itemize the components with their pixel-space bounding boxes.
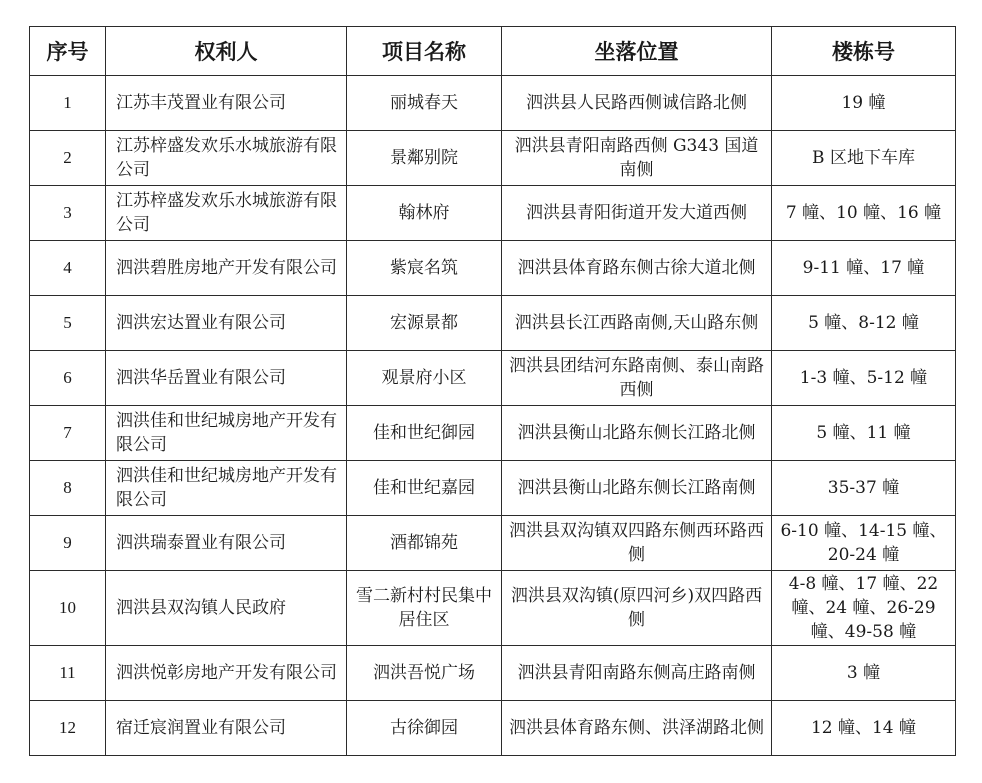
cell-location: 泗洪县衡山北路东侧长江路南侧 [502, 461, 772, 516]
cell-building: 7 幢、10 幢、16 幢 [772, 186, 956, 241]
cell-owner: 泗洪佳和世纪城房地产开发有限公司 [106, 461, 347, 516]
cell-serial: 10 [30, 571, 106, 646]
cell-project: 宏源景都 [347, 296, 502, 351]
cell-project: 景鄰别院 [347, 131, 502, 186]
cell-owner: 宿迁宸润置业有限公司 [106, 701, 347, 756]
cell-serial: 12 [30, 701, 106, 756]
header-building: 楼栋号 [772, 27, 956, 76]
cell-owner: 江苏丰茂置业有限公司 [106, 76, 347, 131]
header-owner: 权利人 [106, 27, 347, 76]
cell-project: 翰林府 [347, 186, 502, 241]
cell-location: 泗洪县青阳南路东侧高庄路南侧 [502, 646, 772, 701]
cell-building: 35-37 幢 [772, 461, 956, 516]
cell-location: 泗洪县双沟镇双四路东侧西环路西侧 [502, 516, 772, 571]
table-row [30, 406, 956, 461]
cell-serial: 11 [30, 646, 106, 701]
cell-building: 5 幢、8-12 幢 [772, 296, 956, 351]
cell-owner: 泗洪瑞泰置业有限公司 [106, 516, 347, 571]
cell-location: 泗洪县青阳南路西侧 G343 国道南侧 [502, 131, 772, 186]
cell-project: 古徐御园 [347, 701, 502, 756]
table-row [30, 186, 956, 241]
cell-serial: 8 [30, 461, 106, 516]
cell-serial: 7 [30, 406, 106, 461]
cell-project: 雪二新村村民集中居住区 [347, 571, 502, 646]
cell-building: 4-8 幢、17 幢、22 幢、24 幢、26-29 幢、49-58 幢 [772, 571, 956, 646]
cell-serial: 5 [30, 296, 106, 351]
cell-building: 9-11 幢、17 幢 [772, 241, 956, 296]
cell-owner: 泗洪宏达置业有限公司 [106, 296, 347, 351]
cell-location: 泗洪县双沟镇(原四河乡)双四路西侧 [502, 571, 772, 646]
cell-location: 泗洪县长江西路南侧,天山路东侧 [502, 296, 772, 351]
table-header-row [30, 27, 956, 76]
cell-building: 5 幢、11 幢 [772, 406, 956, 461]
header-project: 项目名称 [347, 27, 502, 76]
cell-serial: 6 [30, 351, 106, 406]
table-row [30, 461, 956, 516]
table-row [30, 646, 956, 701]
cell-owner: 江苏梓盛发欢乐水城旅游有限公司 [106, 131, 347, 186]
cell-project: 丽城春天 [347, 76, 502, 131]
cell-owner: 泗洪县双沟镇人民政府 [106, 571, 347, 646]
cell-owner: 泗洪悦彰房地产开发有限公司 [106, 646, 347, 701]
cell-building: 19 幢 [772, 76, 956, 131]
cell-building: B 区地下车库 [772, 131, 956, 186]
table-row [30, 241, 956, 296]
table-row [30, 571, 956, 646]
cell-building: 12 幢、14 幢 [772, 701, 956, 756]
cell-project: 佳和世纪御园 [347, 406, 502, 461]
cell-serial: 4 [30, 241, 106, 296]
cell-project: 泗洪吾悦广场 [347, 646, 502, 701]
cell-project: 酒都锦苑 [347, 516, 502, 571]
cell-project: 佳和世纪嘉园 [347, 461, 502, 516]
cell-serial: 2 [30, 131, 106, 186]
cell-serial: 3 [30, 186, 106, 241]
cell-building: 6-10 幢、14-15 幢、20-24 幢 [772, 516, 956, 571]
cell-owner: 泗洪碧胜房地产开发有限公司 [106, 241, 347, 296]
header-serial: 序号 [30, 27, 106, 76]
table-row [30, 76, 956, 131]
header-location: 坐落位置 [502, 27, 772, 76]
table-row [30, 516, 956, 571]
cell-serial: 9 [30, 516, 106, 571]
cell-building: 3 幢 [772, 646, 956, 701]
cell-serial: 1 [30, 76, 106, 131]
cell-location: 泗洪县团结河东路南侧、泰山南路西侧 [502, 351, 772, 406]
table-row [30, 296, 956, 351]
cell-owner: 泗洪华岳置业有限公司 [106, 351, 347, 406]
cell-owner: 江苏梓盛发欢乐水城旅游有限公司 [106, 186, 347, 241]
document-page [29, 26, 956, 756]
cell-project: 紫宸名筑 [347, 241, 502, 296]
cell-project: 观景府小区 [347, 351, 502, 406]
table-row [30, 351, 956, 406]
table-row [30, 701, 956, 756]
cell-location: 泗洪县青阳街道开发大道西侧 [502, 186, 772, 241]
table-row [30, 131, 956, 186]
cell-location: 泗洪县衡山北路东侧长江路北侧 [502, 406, 772, 461]
cell-location: 泗洪县体育路东侧古徐大道北侧 [502, 241, 772, 296]
property-table [29, 26, 956, 756]
cell-building: 1-3 幢、5-12 幢 [772, 351, 956, 406]
cell-location: 泗洪县人民路西侧诚信路北侧 [502, 76, 772, 131]
cell-owner: 泗洪佳和世纪城房地产开发有限公司 [106, 406, 347, 461]
cell-location: 泗洪县体育路东侧、洪泽湖路北侧 [502, 701, 772, 756]
